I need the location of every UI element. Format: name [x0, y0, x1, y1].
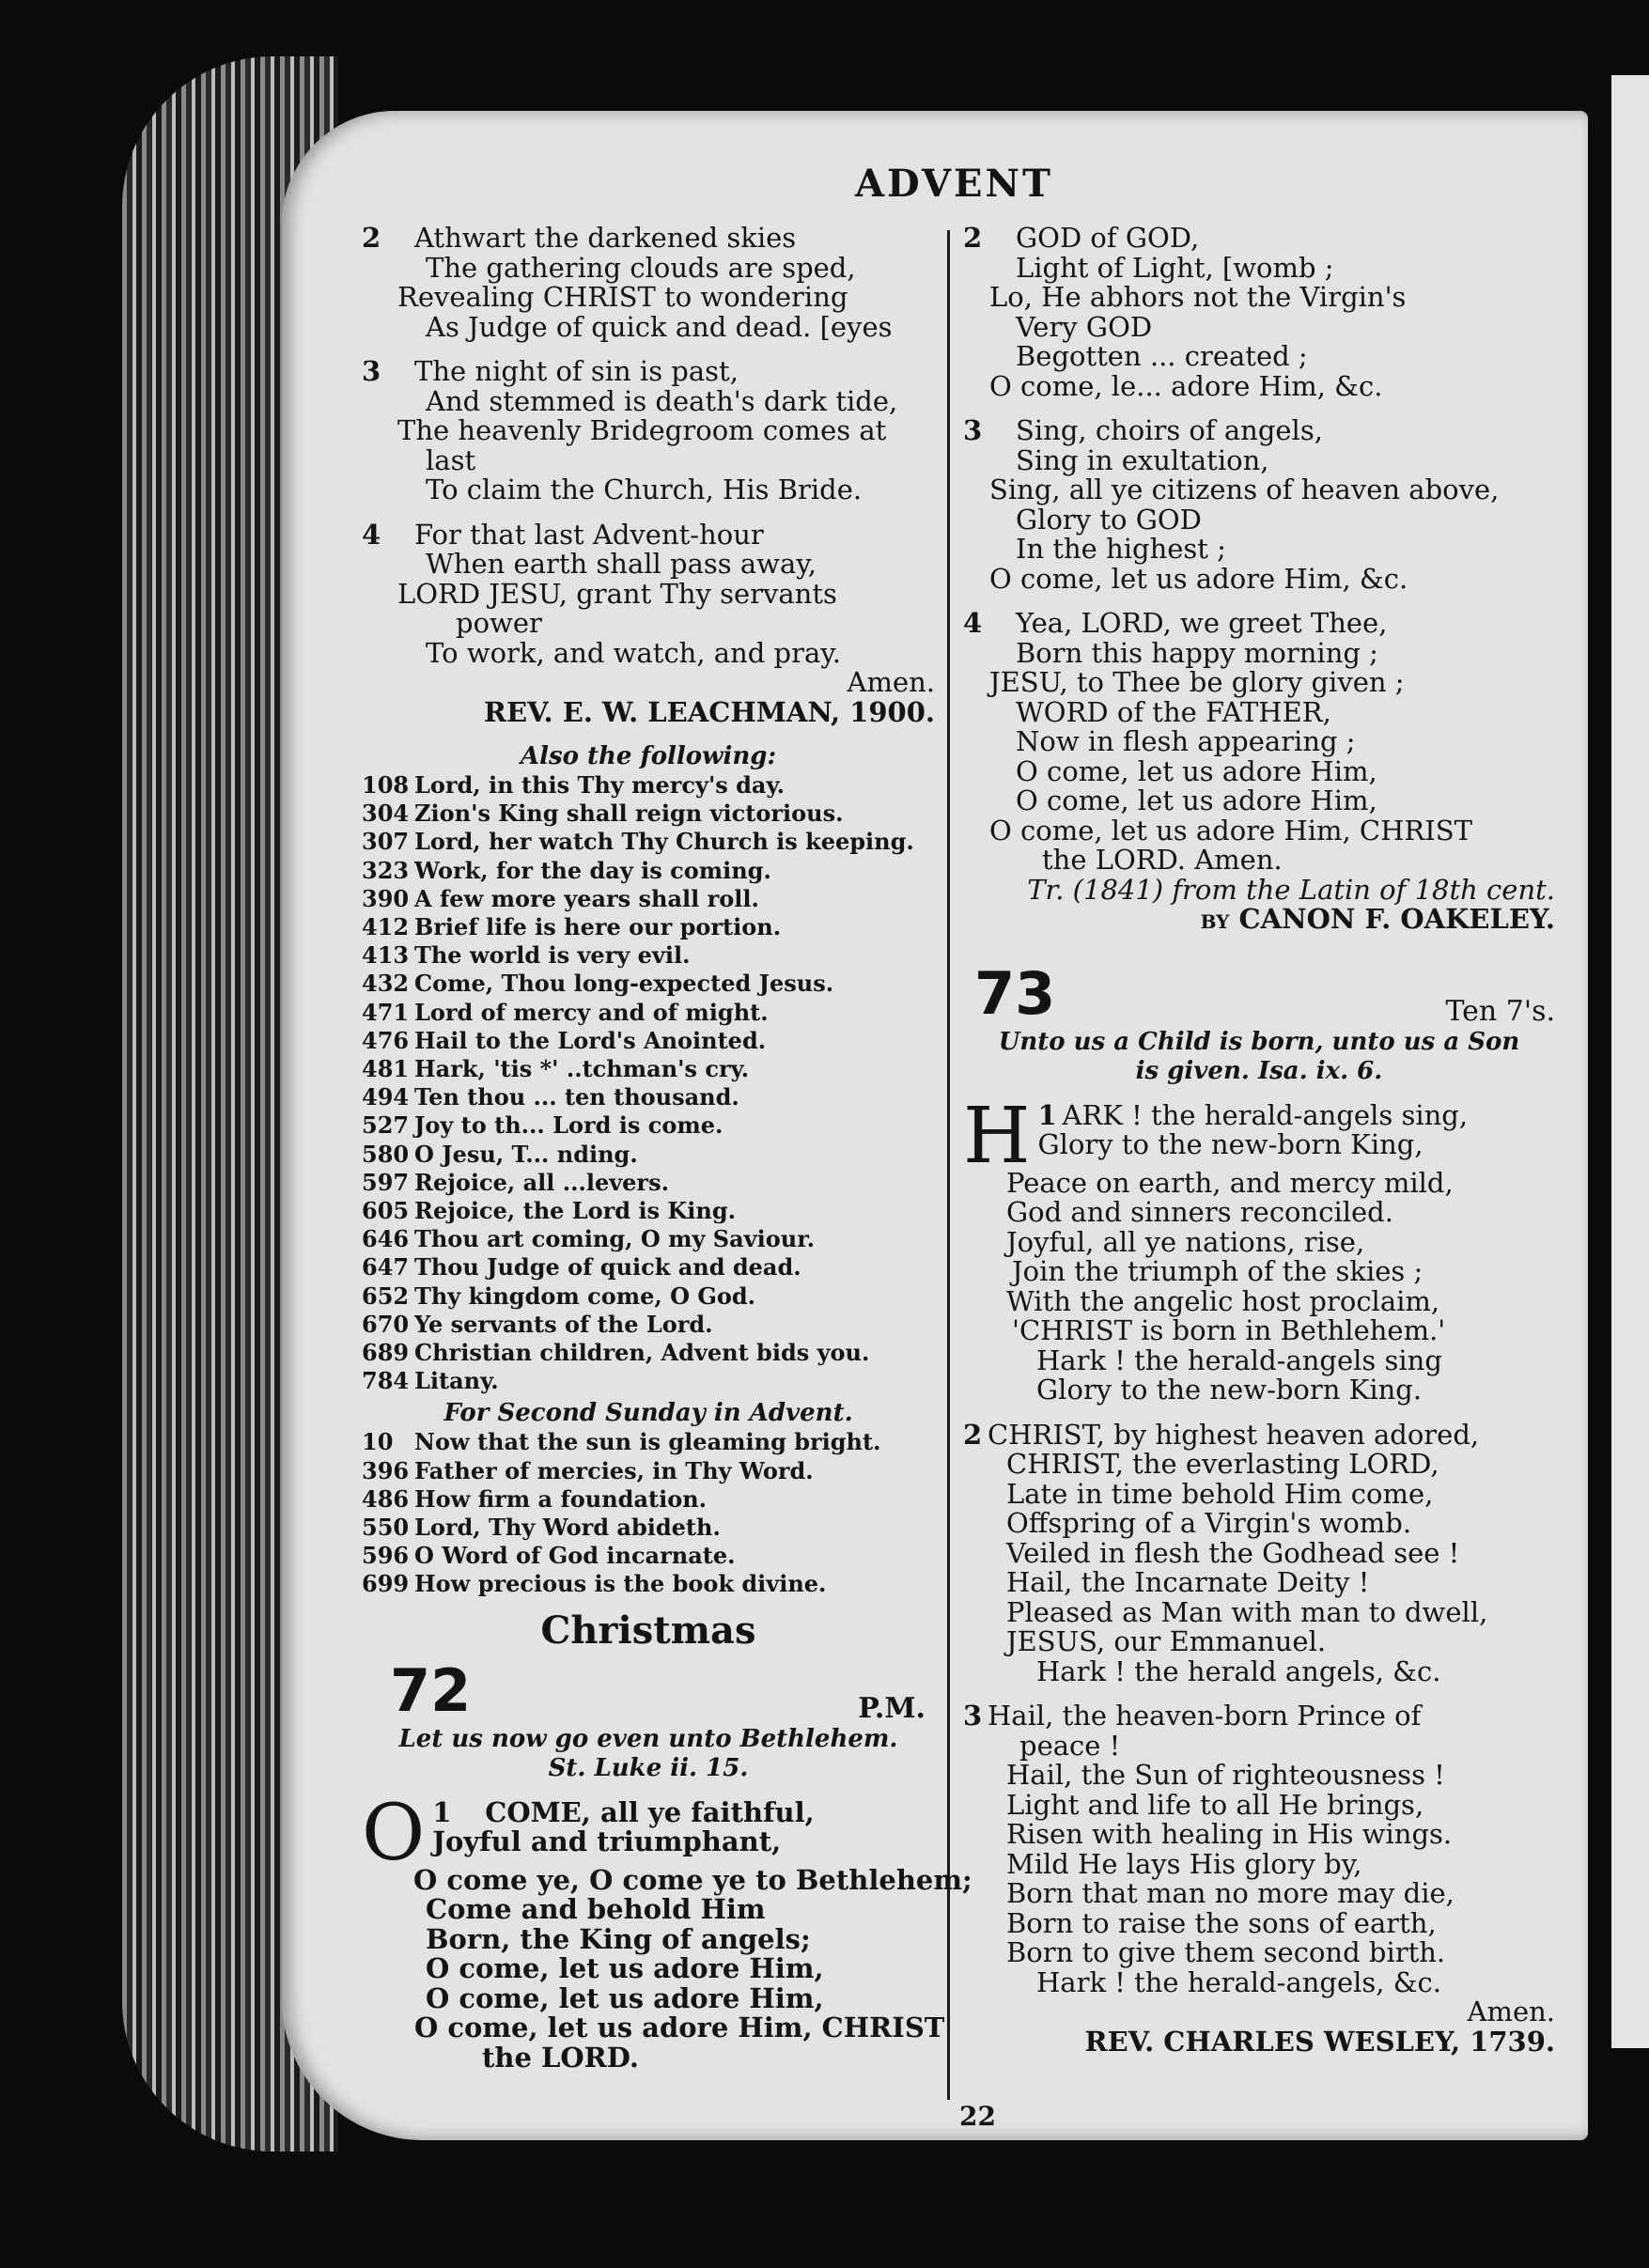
verse-number: 2 [963, 222, 983, 254]
also-list [362, 771, 935, 1395]
verse-number: 2 [963, 1418, 983, 1451]
hymn-ref-number: 10 [362, 1428, 394, 1456]
verse-number: 3 [963, 414, 983, 446]
verse-number: 3 [963, 1700, 983, 1732]
hymn-ref-title: Joy to th... Lord is come. [414, 1111, 723, 1140]
verse-line: In the highest ; [1016, 533, 1226, 565]
list-item [362, 1253, 935, 1282]
verse-line: Born this happy morning ; [1016, 636, 1378, 669]
translator: by CANON F. OAKELEY. [1200, 903, 1555, 935]
hymn-ref-title: Work, for the day is coming. [414, 856, 771, 884]
hymn-72-verse-3 [963, 416, 1555, 594]
hymn-ref-title: Lord, in this Thy mercy's day. [414, 771, 786, 799]
hymn-ref-title: Lord, her watch Thy Church is keeping. [414, 828, 914, 856]
verse-line: O come, let us adore Him, CHRIST [989, 814, 1472, 847]
hymn-ref-number: 413 [362, 941, 410, 970]
hymn-ref-number: 390 [362, 884, 410, 912]
hymn-72-verse-1: 1 O COME, all ye faithful, Joyful and triumphant, O come ye, O come ye to Bethlehem; Come and behold Him Born, the King of angels; O come, let us adore Him, O come, let us adore Him, O come, let us adore Him, CHRIST the LORD. [362, 1788, 972, 2074]
scripture-ref: St. Luke ii. 15. [548, 1753, 749, 1782]
verse-text: Yea, LORD, we greet Thee, [1016, 607, 1388, 639]
advent-stanza-4: 4 For that last Advent-hour When earth shall pass away, LORD JESU, grant Thy servants power To work, and watch, and pray. [362, 518, 842, 669]
scripture-ref: is given. Isa. ix. 6. [1135, 1056, 1383, 1085]
list-item [362, 1542, 935, 1570]
verse-line: Very GOD [1016, 310, 1153, 343]
verse-line: Risen with healing in His wings. [1006, 1818, 1453, 1850]
list-item [362, 1514, 935, 1542]
hymn-ref-title: Ten thou ... ten thousand. [414, 1083, 739, 1111]
hymn-ref-number: 476 [362, 1026, 410, 1054]
verse-line: Begotten ... created ; [1016, 340, 1308, 372]
list-item [362, 828, 935, 856]
amen: Amen. [1467, 1996, 1555, 2027]
section-title: Christmas [540, 1608, 756, 1653]
list-item [362, 1169, 935, 1197]
verse-line: Hark ! the herald-angels, &c. [1036, 1965, 1442, 1998]
hymn-ref-title: Hail to the Lord's Anointed. [414, 1026, 767, 1054]
scripture-text: Let us now go even unto Bethlehem. [398, 1724, 898, 1753]
verse-line: JESUS, our Emmanuel. [1006, 1625, 1327, 1657]
list-item [362, 771, 935, 800]
verse-line: O come, let us adore Him, [1016, 754, 1377, 787]
hymn-72-verse-2 [963, 224, 1555, 401]
list-item [362, 1339, 935, 1367]
hymn-ref-title: Now that the sun is gleaming bright. [414, 1428, 881, 1456]
verse-line: JESU, to Thee be glory given ; [989, 666, 1405, 698]
hymn-ref-title: Ye servants of the Lord. [414, 1310, 713, 1338]
advent-stanza-3: 3 The night of sin is past, And stemmed is death's dark tide, The heavenly Bridegroom comes at last To claim the Church, His Bride. [362, 355, 898, 505]
list-item [362, 1457, 935, 1485]
hymn-ref-title: How firm a foundation. [414, 1484, 708, 1513]
hymn-ref-title: Come, Thou long-expected Jesus. [414, 970, 834, 998]
verse-line: Offspring of a Virgin's womb. [1006, 1507, 1412, 1539]
hymn-ref-title: Hark, 'tis *' ..tchman's cry. [414, 1055, 750, 1083]
hymn-meter: Ten 7's. [1445, 994, 1555, 1028]
hymn-ref-title: O Word of God incarnate. [414, 1542, 736, 1570]
hymn-ref-number: 784 [362, 1367, 410, 1395]
hymn-ref-title: Brief life is here our portion. [414, 913, 782, 941]
right-column [963, 224, 1555, 2057]
hymn-ref-title: Father of mercies, in Thy Word. [414, 1456, 814, 1484]
list-item [362, 1141, 935, 1169]
list-item [362, 970, 935, 998]
verse-text: CHRIST, by highest heaven adored, [988, 1418, 1480, 1451]
verse-line: Mild He lays His glory by, [1006, 1847, 1362, 1880]
verse-line: Sing, all ye citizens of heaven above, [989, 474, 1500, 505]
hymn-ref-title: A few more years shall roll. [414, 884, 759, 912]
list-item [362, 1083, 935, 1111]
hymn-author: REV. E. W. LEACHMAN, 1900. [483, 695, 935, 728]
hymn-ref-title: Thou art coming, O my Saviour. [414, 1225, 815, 1253]
drop-cap: H [963, 1091, 1031, 1181]
verse-line: Sing in exultation, [1016, 443, 1269, 476]
verse-line: Glory to GOD [1016, 503, 1202, 536]
verse-text: Sing, choirs of angels, [1016, 414, 1323, 446]
hymn-ref-title: Christian children, Advent bids you. [414, 1339, 870, 1367]
verse-line [963, 609, 1555, 639]
hymn-ref-number: 670 [362, 1310, 410, 1338]
hymn-ref-title: The world is very evil. [414, 941, 691, 970]
also-heading: Also the following: [520, 742, 777, 770]
hymn-ref-number: 486 [362, 1484, 410, 1513]
hymn-number: 72 [390, 1655, 472, 1725]
hymn-ref-number: 647 [362, 1253, 410, 1282]
verse-line: the LORD. Amen. [1042, 844, 1283, 876]
hymn-ref-title: Thou Judge of quick and dead. [414, 1253, 801, 1282]
verse-line [963, 1701, 1555, 1732]
verse-line: O come, let us adore Him, [1016, 784, 1377, 816]
hymn-ref-number: 396 [362, 1456, 410, 1484]
hymn-ref-number: 689 [362, 1339, 410, 1367]
list-item [362, 1428, 935, 1456]
verse-line: Hail, the Sun of righteousness ! [1006, 1759, 1445, 1791]
verse-text: Hail, the heaven-born Prince of [988, 1700, 1422, 1732]
hymn-ref-title: Thy kingdom come, O God. [414, 1282, 756, 1310]
hymn-ref-title: Zion's King shall reign victorious. [414, 800, 844, 828]
verse-line: CHRIST, the everlasting LORD, [1006, 1448, 1439, 1480]
advent-stanza-2: 2 Athwart the darkened skies The gathering clouds are sped, Revealing CHRIST to wondering As Judge of quick and dead. [eyes [362, 222, 893, 343]
hymn-ref-number: 304 [362, 800, 410, 828]
list-item [362, 913, 935, 941]
verse-line: Now in flesh appearing ; [1016, 725, 1356, 757]
verse-line: Hail, the Incarnate Deity ! [1006, 1566, 1370, 1598]
list-item [362, 800, 935, 828]
hymn-ref-number: 527 [362, 1111, 410, 1140]
facing-page-edge [1611, 75, 1649, 2048]
page-header: ADVENT [855, 162, 1053, 206]
verse-line: Late in time behold Him come, [1006, 1477, 1434, 1510]
hymn-ref-title: Litany. [414, 1367, 499, 1395]
verse-line: Hark ! the herald angels, &c. [1036, 1654, 1441, 1687]
hymn-ref-title: Lord of mercy and of might. [414, 998, 769, 1026]
scripture-text: Unto us a Child is born, unto us a Son [998, 1027, 1520, 1056]
hymn-meter: P.M. [858, 1691, 926, 1725]
verse-line [963, 1418, 1555, 1451]
hymn-72-verse-4 [963, 609, 1555, 876]
hymn-72-header [362, 1656, 935, 1725]
verse-line: Born to give them second birth. [1006, 1936, 1446, 1968]
list-item [362, 1027, 935, 1055]
list-item [362, 999, 935, 1027]
verse-line: O come, let us adore Him, &c. [989, 562, 1408, 595]
list-item [362, 857, 935, 885]
verse-line: Born to raise the sons of earth, [1006, 1906, 1437, 1939]
list-item [362, 1367, 935, 1395]
verse-line: Veiled in flesh the Godhead see ! [1006, 1536, 1460, 1569]
list-item [362, 941, 935, 970]
verse-number: 4 [963, 607, 983, 639]
left-column [362, 222, 972, 2074]
hymn-ref-number: 699 [362, 1570, 410, 1598]
hymn-ref-number: 596 [362, 1542, 410, 1570]
hymn-73-verse-2 [963, 1418, 1555, 1687]
hymn-73-verse-3 [963, 1701, 1555, 1997]
amen: Amen. [847, 666, 935, 698]
list-item [362, 1225, 935, 1253]
column-divider [947, 230, 950, 2100]
hymn-ref-number: 652 [362, 1282, 410, 1310]
hymn-ref-number: 605 [362, 1197, 410, 1225]
hymn-ref-number: 550 [362, 1514, 410, 1542]
second-sunday-list [362, 1428, 935, 1598]
hymn-ref-title: O Jesu, T... nding. [414, 1140, 638, 1168]
hymn-ref-number: 481 [362, 1055, 410, 1083]
verse-text: GOD of GOD, [1016, 222, 1200, 254]
drop-cap: O [362, 1788, 426, 1878]
verse-line: O come, le... adore Him, &c. [989, 369, 1383, 402]
translation-note: Tr. (1841) from the Latin of 18th cent. [1027, 873, 1555, 906]
list-item [362, 1055, 935, 1083]
list-item [362, 1570, 935, 1598]
hymn-ref-number: 323 [362, 856, 410, 884]
hymn-ref-number: 307 [362, 828, 410, 856]
hymn-ref-number: 597 [362, 1168, 410, 1196]
verse-line [963, 416, 1555, 446]
verse-line: Light and life to all He brings, [1006, 1788, 1424, 1821]
hymn-ref-number: 412 [362, 913, 410, 941]
list-item [362, 885, 935, 913]
verse-line: WORD of the FATHER, [1016, 695, 1331, 728]
hymn-number: 73 [974, 958, 1056, 1028]
verse-line: Born that man no more may die, [1006, 1877, 1455, 1909]
verse-line [963, 224, 1555, 254]
hymn-ref-number: 494 [362, 1083, 410, 1111]
hymn-73-verse-1: 1 H ARK ! the herald-angels sing, Glory to the new-born King, Peace on earth, and mercy mild, God and sinners reconciled. Joyful, all ye nations, rise, Join the triumph of the skies ; With the angelic host proclaim, 'CHRIST is born in Bethlehem.' Hark ! the herald-angels sing Glory to the new-born King. [963, 1091, 1469, 1406]
hymn-ref-number: 580 [362, 1140, 410, 1168]
list-item [362, 1197, 935, 1225]
verse-line: Lo, He abhors not the Virgin's [989, 281, 1407, 313]
page-number: 22 [959, 2101, 996, 2132]
second-sunday-heading: For Second Sunday in Advent. [443, 1399, 853, 1428]
hymn-ref-title: Lord, Thy Word abideth. [414, 1514, 721, 1542]
hymn-ref-title: Rejoice, the Lord is King. [414, 1197, 736, 1225]
hymn-ref-number: 432 [362, 970, 410, 998]
hymn-ref-number: 108 [362, 771, 410, 799]
list-item [362, 1282, 935, 1311]
hymn-author: REV. CHARLES WESLEY, 1739. [1084, 2025, 1555, 2058]
hymn-ref-title: Rejoice, all ...levers. [414, 1168, 669, 1196]
verse-line: peace ! [1019, 1729, 1121, 1762]
hymn-ref-number: 646 [362, 1225, 410, 1253]
verse-line: Light of Light, [womb ; [1016, 251, 1334, 284]
verse-line: Pleased as Man with man to dwell, [1006, 1595, 1488, 1628]
list-item [362, 1485, 935, 1514]
hymn-ref-title: How precious is the book divine. [414, 1570, 827, 1598]
hymn-73-header [963, 959, 1555, 1028]
hymn-ref-number: 471 [362, 998, 410, 1026]
list-item [362, 1111, 935, 1140]
hymn-72-continued [963, 224, 1555, 876]
list-item [362, 1311, 935, 1339]
